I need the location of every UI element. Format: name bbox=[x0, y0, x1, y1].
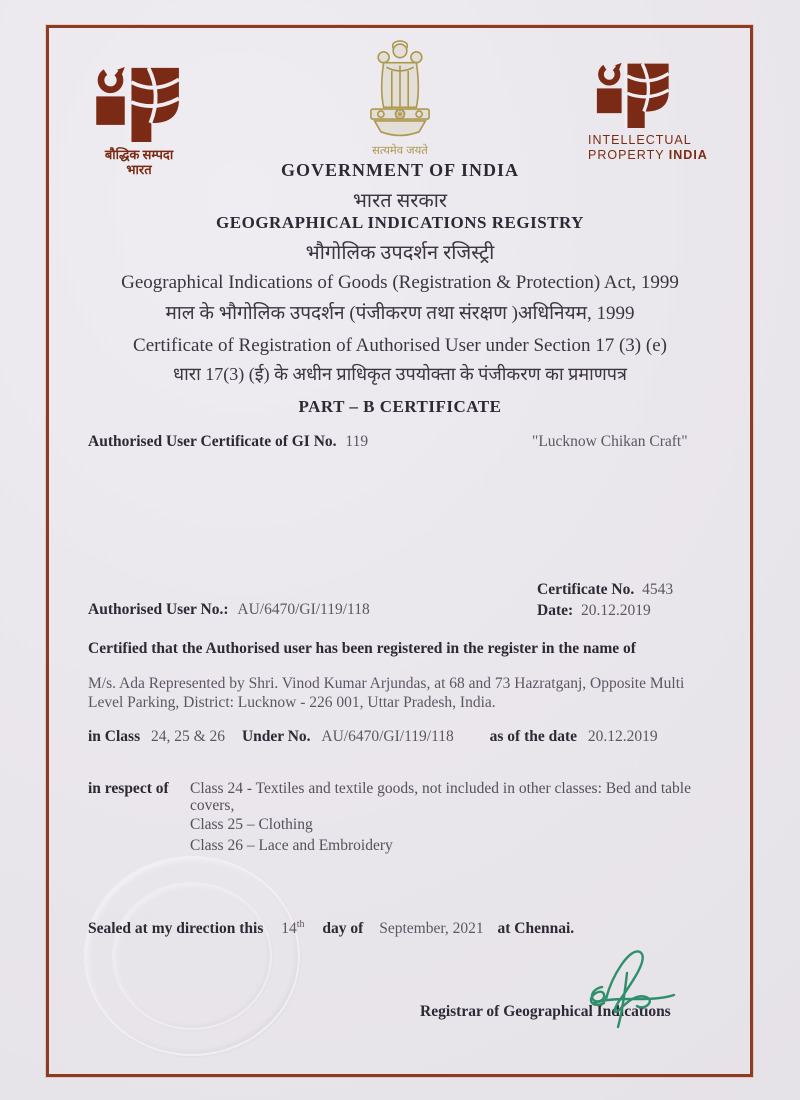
sealed-row bbox=[88, 919, 574, 938]
ip-logo-caption-line1: INTELLECTUAL bbox=[588, 133, 692, 147]
sealed-place: at Chennai. bbox=[497, 920, 575, 938]
embossed-seal bbox=[84, 856, 300, 1056]
sealed-day-ordinal: th bbox=[296, 919, 305, 930]
class-row bbox=[88, 728, 718, 746]
gi-label: Authorised User Certificate of GI No. bbox=[88, 433, 337, 450]
property-text: PROPERTY bbox=[588, 148, 669, 162]
ip-india-logo-right bbox=[588, 62, 723, 163]
gi-name: "Lucknow Chikan Craft" bbox=[532, 433, 688, 450]
certificate-number-label: Certificate No. bbox=[537, 581, 635, 598]
authorised-user-number-value: AU/6470/GI/119/118 bbox=[237, 601, 370, 618]
sealed-month-year: September, 2021 bbox=[379, 920, 484, 938]
certificate-number-block bbox=[537, 579, 673, 621]
registrant-paragraph: M/s. Ada Represented by Shri. Vinod Kumar Arjundas, at 68 and 73 Hazratganj, Opposite Multi Level Parking, District: Lucknow - 226 001, Uttar Pradesh, India. bbox=[88, 675, 685, 711]
authorised-user-number-label: Authorised User No.: bbox=[88, 601, 229, 618]
title-government-of-india: GOVERNMENT OF INDIA bbox=[280, 160, 519, 180]
section-line-english: Certificate of Registration of Authorised User under Section 17 (3) (e) bbox=[133, 335, 667, 356]
registrar-signature-icon bbox=[578, 943, 682, 1034]
as-of-date-value: 20.12.2019 bbox=[587, 728, 658, 745]
certificate-number-row bbox=[537, 579, 673, 600]
under-no-label: Under No. bbox=[241, 728, 311, 745]
section-line-hindi: धारा 17(3) (ई) के अधीन प्राधिकृत उपयोक्ता के पंजीकरण का प्रमाणपत्र bbox=[173, 364, 627, 384]
ip-logo-caption-hindi-line1: बौद्धिक सम्पदा bbox=[104, 147, 174, 162]
certified-statement: Certified that the Authorised user has been registered in the register in the name of bbox=[88, 640, 636, 657]
under-no-value: AU/6470/GI/119/118 bbox=[321, 728, 454, 745]
ip-logo-icon bbox=[588, 62, 680, 133]
emblem-motto: सत्यमेव जयते bbox=[372, 145, 428, 157]
sealed-prefix: Sealed at my direction this bbox=[88, 920, 264, 938]
gi-number-row bbox=[88, 433, 368, 451]
act-title-hindi: माल के भौगोलिक उपदर्शन (पंजीकरण तथा संरक्षण )अधिनियम, 1999 bbox=[165, 303, 635, 324]
title-bharat-sarkar: भारत सरकार bbox=[352, 190, 448, 212]
in-class-value: 24, 25 & 26 bbox=[151, 728, 226, 745]
part-b-title: PART – B CERTIFICATE bbox=[298, 397, 502, 416]
certificate-number-value: 4543 bbox=[642, 581, 674, 598]
certificate-date-value: 20.12.2019 bbox=[581, 602, 651, 619]
india-text: INDIA bbox=[668, 148, 708, 162]
in-respect-of-label: in respect of bbox=[88, 780, 169, 797]
act-title-english: Geographical Indications of Goods (Registration & Protection) Act, 1999 bbox=[121, 272, 679, 293]
certificate-date-row bbox=[537, 600, 673, 621]
gi-number: 119 bbox=[345, 433, 369, 450]
sealed-day-number: 14 bbox=[281, 920, 297, 938]
title-gi-registry: GEOGRAPHICAL INDICATIONS REGISTRY bbox=[216, 213, 584, 232]
certificate-date-label: Date: bbox=[537, 602, 574, 619]
class-descriptions bbox=[190, 780, 695, 858]
title-gi-registry-hindi: भौगोलिक उपदर्शन रजिस्ट्री bbox=[305, 242, 495, 264]
ashoka-emblem bbox=[352, 40, 448, 158]
as-of-date-label: as of the date bbox=[489, 728, 578, 745]
class-26-description: Class 26 – Lace and Embroidery bbox=[190, 837, 393, 854]
ip-logo-icon bbox=[89, 66, 189, 147]
embossed-seal-inner-ring bbox=[112, 882, 272, 1030]
sealed-day bbox=[281, 920, 304, 937]
ip-logo-caption-hindi-line2: भारत bbox=[126, 162, 152, 177]
sealed-day-of-label: day of bbox=[322, 920, 364, 938]
registrar-title: Registrar of Geographical Indications bbox=[420, 1003, 671, 1020]
in-class-label: in Class bbox=[88, 728, 141, 745]
class-25-description: Class 25 – Clothing bbox=[190, 816, 313, 833]
authorised-user-number-row bbox=[88, 601, 370, 619]
class-24-description: Class 24 - Textiles and textile goods, not included in other classes: Bed and table covers, bbox=[190, 780, 691, 814]
ashoka-emblem-icon bbox=[352, 40, 448, 145]
